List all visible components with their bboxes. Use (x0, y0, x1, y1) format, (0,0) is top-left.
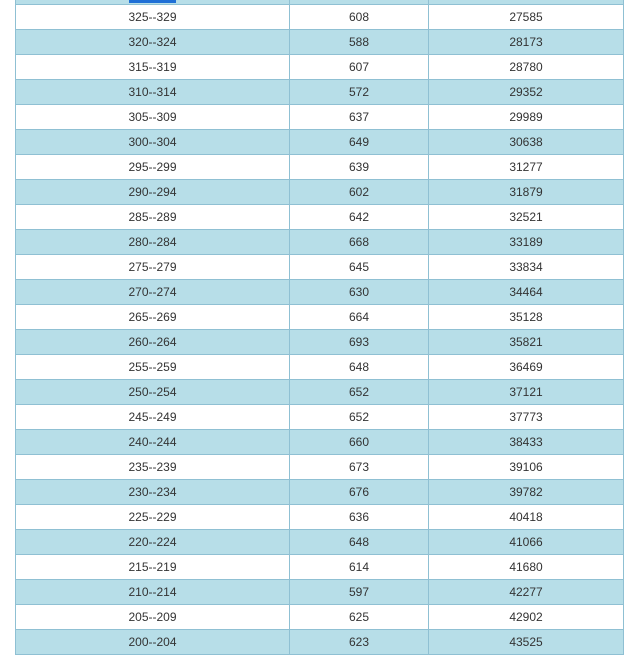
table-row (16, 55, 624, 80)
table-row (16, 505, 624, 530)
count-cell: 648 (290, 530, 429, 555)
count-cell: 652 (290, 405, 429, 430)
cumulative-count-cell: 39782 (429, 480, 624, 505)
count-cell: 614 (290, 555, 429, 580)
score-range-cell: 325--329 (16, 5, 290, 30)
score-range-cell: 295--299 (16, 155, 290, 180)
cumulative-count-cell: 35128 (429, 305, 624, 330)
cumulative-count-cell: 38433 (429, 430, 624, 455)
cumulative-count-cell: 42277 (429, 580, 624, 605)
cumulative-count-cell: 41066 (429, 530, 624, 555)
table-row (16, 230, 624, 255)
table-row (16, 30, 624, 55)
table-row (16, 205, 624, 230)
score-range-cell: 280--284 (16, 230, 290, 255)
table-row (16, 405, 624, 430)
count-cell: 625 (290, 605, 429, 630)
table-row (16, 530, 624, 555)
count-cell: 597 (290, 580, 429, 605)
table-row (16, 5, 624, 30)
cumulative-count-cell: 29989 (429, 105, 624, 130)
table-row (16, 255, 624, 280)
cumulative-count-cell: 28780 (429, 55, 624, 80)
score-range-cell: 245--249 (16, 405, 290, 430)
cumulative-count-cell: 30638 (429, 130, 624, 155)
cumulative-count-cell: 28173 (429, 30, 624, 55)
count-cell: 676 (290, 480, 429, 505)
count-cell: 630 (290, 280, 429, 305)
count-cell: 649 (290, 130, 429, 155)
cumulative-count-cell: 37121 (429, 380, 624, 405)
table-row (16, 280, 624, 305)
score-range-cell: 255--259 (16, 355, 290, 380)
cumulative-count-cell: 43525 (429, 630, 624, 655)
count-cell: 572 (290, 80, 429, 105)
count-cell: 660 (290, 430, 429, 455)
score-distribution-table (15, 0, 624, 655)
table-row (16, 130, 624, 155)
count-cell: 602 (290, 180, 429, 205)
score-range-cell: 290--294 (16, 180, 290, 205)
count-cell: 673 (290, 455, 429, 480)
cumulative-count-cell: 36469 (429, 355, 624, 380)
score-range-cell: 300--304 (16, 130, 290, 155)
score-range-cell: 200--204 (16, 630, 290, 655)
count-cell: 623 (290, 630, 429, 655)
score-range-cell: 260--264 (16, 330, 290, 355)
count-cell: 639 (290, 155, 429, 180)
count-cell: 588 (290, 30, 429, 55)
score-range-cell: 315--319 (16, 55, 290, 80)
score-range-cell: 305--309 (16, 105, 290, 130)
text-selection-highlight (129, 0, 176, 3)
cumulative-count-cell: 32521 (429, 205, 624, 230)
table-row (16, 155, 624, 180)
cumulative-count-cell: 34464 (429, 280, 624, 305)
cumulative-count-cell: 33189 (429, 230, 624, 255)
score-range-cell: 270--274 (16, 280, 290, 305)
score-range-cell: 285--289 (16, 205, 290, 230)
score-table-body (16, 0, 624, 655)
score-range-cell: 240--244 (16, 430, 290, 455)
count-cell: 648 (290, 355, 429, 380)
table-row (16, 555, 624, 580)
cumulative-count-cell: 33834 (429, 255, 624, 280)
table-row (16, 80, 624, 105)
cumulative-count-cell: 29352 (429, 80, 624, 105)
score-range-cell: 250--254 (16, 380, 290, 405)
cumulative-count-cell: 31879 (429, 180, 624, 205)
count-cell: 642 (290, 205, 429, 230)
cumulative-count-cell: 35821 (429, 330, 624, 355)
score-range-cell: 310--314 (16, 80, 290, 105)
count-cell: 668 (290, 230, 429, 255)
count-cell: 693 (290, 330, 429, 355)
score-range-cell: 220--224 (16, 530, 290, 555)
score-range-cell: 320--324 (16, 30, 290, 55)
table-row (16, 180, 624, 205)
cumulative-count-cell: 39106 (429, 455, 624, 480)
table-row (16, 580, 624, 605)
table-row (16, 355, 624, 380)
count-cell: 607 (290, 55, 429, 80)
count-cell: 664 (290, 305, 429, 330)
table-row (16, 630, 624, 655)
table-row (16, 105, 624, 130)
count-cell: 652 (290, 380, 429, 405)
cumulative-count-cell: 27585 (429, 5, 624, 30)
score-range-cell: 235--239 (16, 455, 290, 480)
table-row (16, 330, 624, 355)
score-range-cell: 210--214 (16, 580, 290, 605)
count-cell: 637 (290, 105, 429, 130)
cumulative-count-cell: 31277 (429, 155, 624, 180)
cumulative-count-cell: 40418 (429, 505, 624, 530)
cumulative-count-cell: 41680 (429, 555, 624, 580)
count-cell: 636 (290, 505, 429, 530)
table-row (16, 605, 624, 630)
score-range-cell: 265--269 (16, 305, 290, 330)
table-row (16, 480, 624, 505)
score-range-cell: 215--219 (16, 555, 290, 580)
score-range-cell: 205--209 (16, 605, 290, 630)
score-table-container (15, 0, 623, 655)
score-range-cell: 225--229 (16, 505, 290, 530)
score-range-cell: 275--279 (16, 255, 290, 280)
cumulative-count-cell: 42902 (429, 605, 624, 630)
count-cell: 608 (290, 5, 429, 30)
table-row (16, 430, 624, 455)
table-row (16, 305, 624, 330)
count-cell: 645 (290, 255, 429, 280)
score-range-cell: 230--234 (16, 480, 290, 505)
cumulative-count-cell: 37773 (429, 405, 624, 430)
table-row (16, 380, 624, 405)
table-row (16, 455, 624, 480)
